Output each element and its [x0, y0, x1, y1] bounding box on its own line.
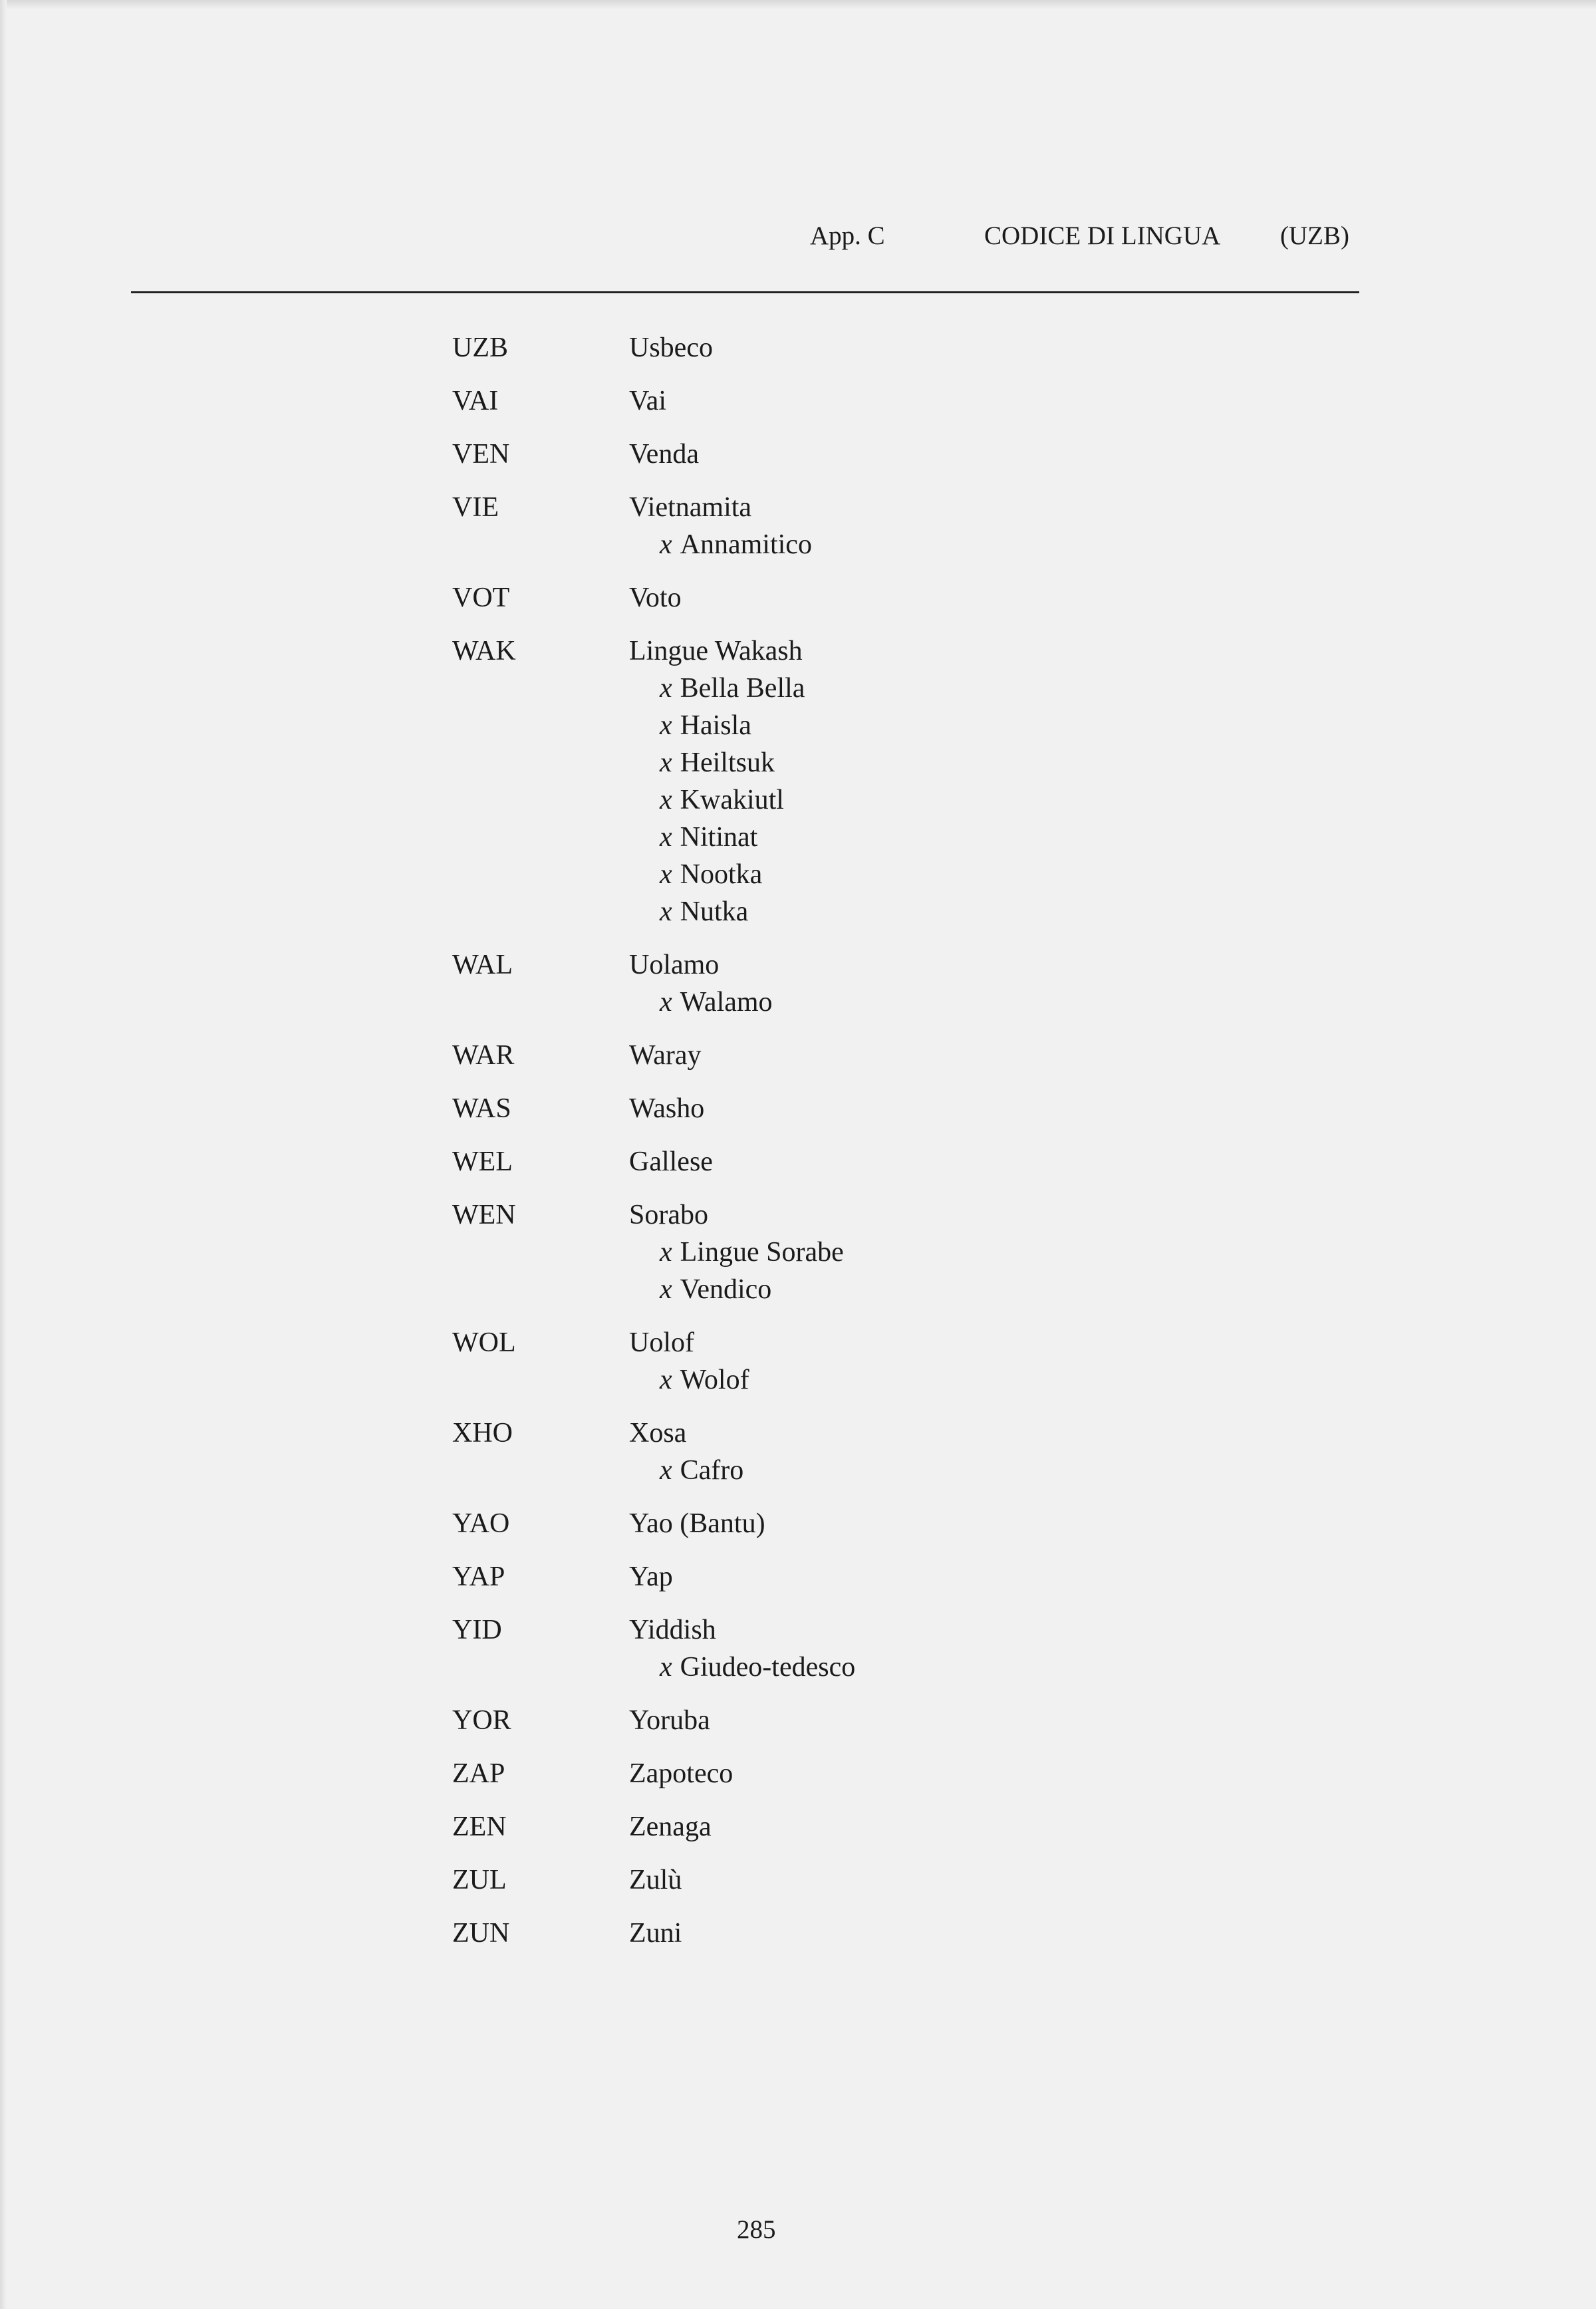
xref-text: Nootka [680, 859, 763, 890]
language-code: VEN [452, 439, 510, 470]
xref-text: Walamo [680, 987, 773, 1018]
page-number: 285 [737, 2215, 776, 2244]
language-code: WAL [452, 950, 513, 980]
language-name: Yao (Bantu) [629, 1508, 765, 1539]
xref-text: Lingue Sorabe [680, 1237, 844, 1268]
cross-reference [660, 781, 784, 819]
cross-reference [660, 1271, 771, 1308]
language-name: Yap [629, 1562, 673, 1592]
language-code: WAR [452, 1040, 515, 1071]
language-name: Zapoteco [629, 1758, 733, 1789]
language-name: Zenaga [629, 1812, 712, 1842]
xref-marker: x [660, 987, 672, 1018]
xref-text: Heiltsuk [680, 747, 775, 778]
xref-text: Bella Bella [680, 673, 805, 704]
header-code: (UZB) [1280, 221, 1349, 250]
language-code: VOT [452, 583, 510, 613]
language-name: Voto [629, 583, 682, 613]
language-code: YOR [452, 1705, 511, 1736]
xref-text: Annamitico [680, 529, 812, 560]
language-code: VAI [452, 386, 499, 416]
language-code: YID [452, 1615, 502, 1645]
xref-text: Wolof [680, 1365, 749, 1395]
xref-text: Kwakiutl [680, 785, 784, 815]
language-code: ZAP [452, 1758, 505, 1789]
xref-marker: x [660, 1237, 672, 1268]
xref-text: Haisla [680, 710, 751, 741]
language-code: ZEN [452, 1812, 507, 1842]
xref-marker: x [660, 1365, 672, 1395]
language-name: Vai [629, 386, 666, 416]
language-name: Yiddish [629, 1615, 716, 1645]
language-code: WAK [452, 636, 516, 666]
header-rule [131, 291, 1359, 293]
cross-reference [660, 819, 757, 856]
cross-reference [660, 1361, 749, 1399]
xref-text: Cafro [680, 1455, 744, 1486]
xref-marker: x [660, 673, 672, 704]
xref-marker: x [660, 1652, 672, 1683]
language-code: YAO [452, 1508, 510, 1539]
running-header [0, 221, 1596, 261]
language-name: Vietnamita [629, 492, 752, 523]
cross-reference [660, 744, 775, 781]
xref-marker: x [660, 1274, 672, 1305]
cross-reference [660, 707, 751, 744]
language-code: WEN [452, 1200, 516, 1230]
language-name: Xosa [629, 1418, 687, 1448]
header-title: CODICE DI LINGUA [984, 221, 1221, 250]
language-name: Venda [629, 439, 699, 470]
xref-marker: x [660, 785, 672, 815]
language-name: Gallese [629, 1147, 713, 1177]
xref-marker: x [660, 822, 672, 853]
xref-marker: x [660, 747, 672, 778]
cross-reference [660, 670, 805, 707]
language-name: Lingue Wakash [629, 636, 803, 666]
cross-reference [660, 893, 748, 930]
language-code: WEL [452, 1147, 513, 1177]
language-name: Washo [629, 1093, 705, 1124]
language-name: Zuni [629, 1918, 682, 1949]
cross-reference [660, 1234, 844, 1271]
language-name: Uolamo [629, 950, 720, 980]
xref-text: Nitinat [680, 822, 758, 853]
xref-text: Vendico [680, 1274, 772, 1305]
xref-marker: x [660, 1455, 672, 1486]
language-name: Zulù [629, 1865, 682, 1895]
language-code: VIE [452, 492, 499, 523]
language-code: WOL [452, 1327, 516, 1358]
language-code: ZUL [452, 1865, 507, 1895]
xref-marker: x [660, 710, 672, 741]
header-appendix: App. C [810, 221, 885, 250]
cross-reference [660, 1649, 855, 1686]
language-code: UZB [452, 333, 508, 363]
page-left-edge [0, 0, 7, 2309]
language-name: Usbeco [629, 333, 713, 363]
cross-reference [660, 984, 773, 1021]
cross-reference [660, 526, 812, 563]
xref-marker: x [660, 529, 672, 560]
language-code: XHO [452, 1418, 513, 1448]
page-top-edge [0, 0, 1596, 9]
language-code: ZUN [452, 1918, 510, 1949]
cross-reference [660, 856, 762, 893]
xref-text: Giudeo-tedesco [680, 1652, 856, 1683]
cross-reference [660, 1452, 743, 1489]
xref-text: Nutka [680, 896, 749, 927]
xref-marker: x [660, 896, 672, 927]
language-code: YAP [452, 1562, 505, 1592]
language-code: WAS [452, 1093, 511, 1124]
xref-marker: x [660, 859, 672, 890]
language-name: Waray [629, 1040, 702, 1071]
language-name: Sorabo [629, 1200, 708, 1230]
language-name: Uolof [629, 1327, 694, 1358]
language-name: Yoruba [629, 1705, 710, 1736]
